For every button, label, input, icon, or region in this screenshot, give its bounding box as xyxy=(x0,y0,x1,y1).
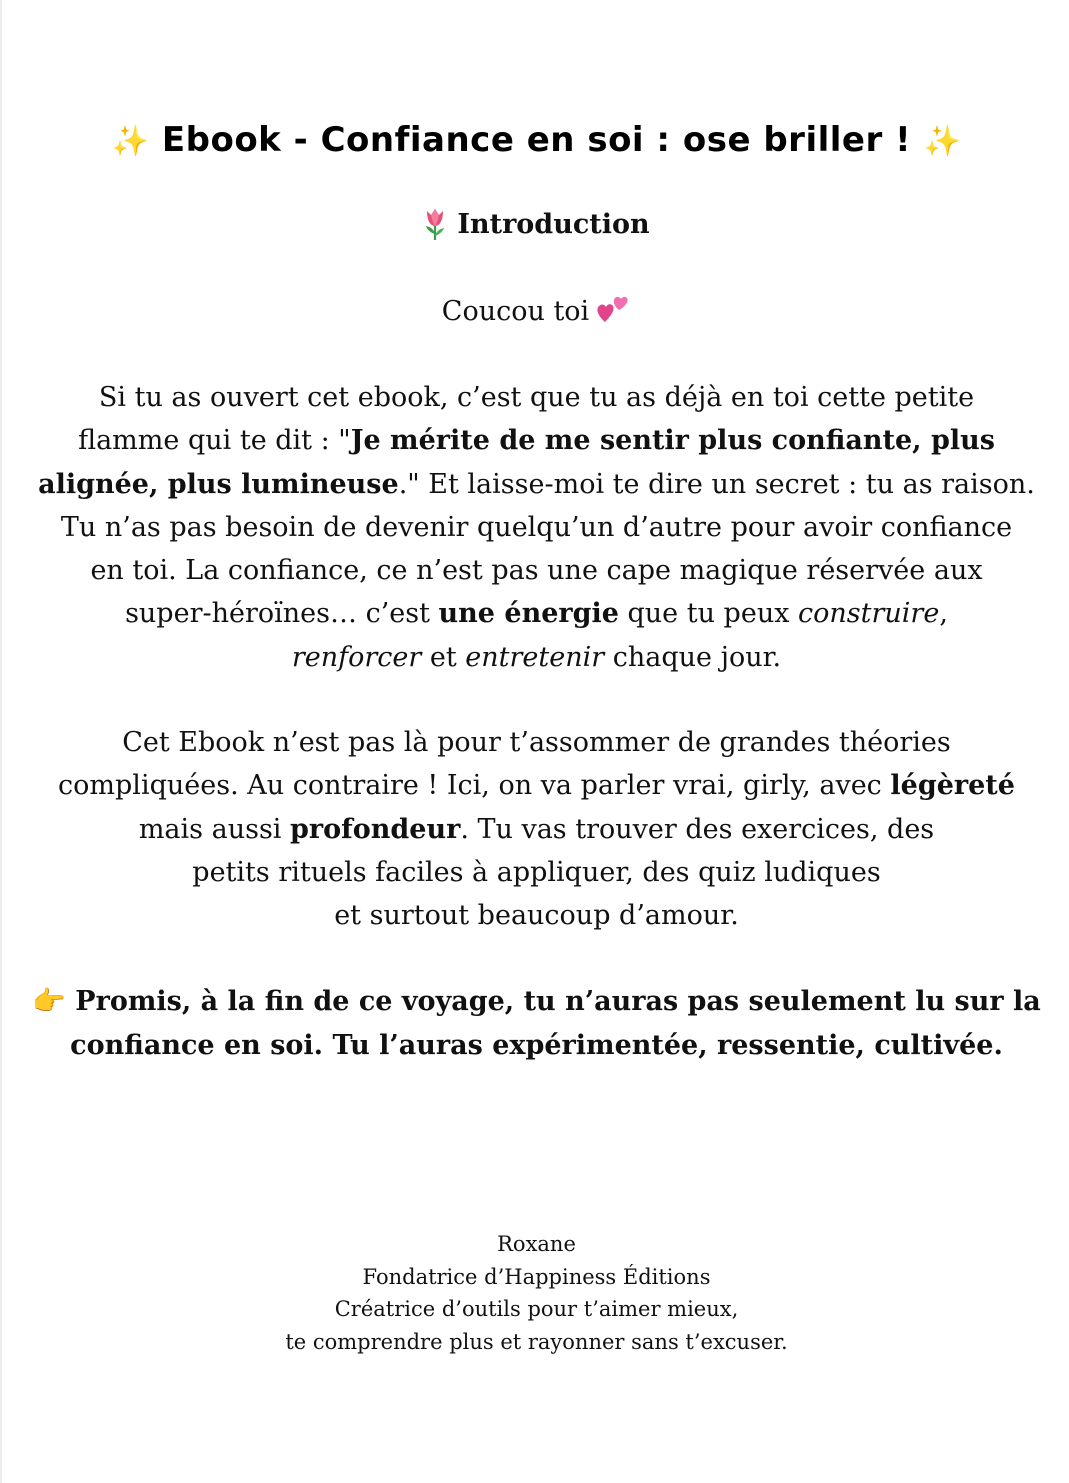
paragraph-line xyxy=(32,764,1041,807)
sparkle-icon: ✨ xyxy=(923,124,962,159)
paragraph-line: Tu n’as pas besoin de devenir quelqu’un d’autre pour avoir confiance xyxy=(60,511,1013,543)
text-run: compliquées. Au contraire ! Ici, on va parler vrai, girly, avec xyxy=(58,770,891,802)
paragraph-line xyxy=(32,592,1041,635)
text-run: et xyxy=(421,641,466,673)
paragraph-line: petits rituels faciles à appliquer, des quiz ludiques xyxy=(192,856,881,888)
ebook-title xyxy=(2,112,1069,170)
text-run: chaque jour. xyxy=(604,641,782,673)
text-run: , xyxy=(939,598,948,630)
introduction-heading-text: Introduction xyxy=(457,209,650,240)
text-run: ." Et laisse-moi te dire un secret : tu as raison. xyxy=(398,468,1035,500)
promise-text: Promis, à la fin de ce voyage, tu n’auras pas seulement lu sur la xyxy=(75,986,1041,1017)
promise-callout xyxy=(32,980,1041,1068)
greeting-text: Coucou toi xyxy=(441,296,590,327)
text-run: mais aussi xyxy=(138,813,291,845)
promise-line xyxy=(32,980,1041,1024)
paragraph-line xyxy=(32,419,1041,462)
tulip-icon xyxy=(423,205,447,241)
intro-paragraph-2 xyxy=(32,721,1041,937)
pointing-hand-icon: 👉 xyxy=(32,986,66,1017)
paragraph-line: et surtout beaucoup d’amour. xyxy=(334,900,739,932)
ebook-title-text: Ebook - Confiance en soi : ose briller ! xyxy=(161,120,912,160)
greeting xyxy=(2,290,1069,334)
paragraph-line xyxy=(32,463,1041,506)
bold-quote: Je mérite de me sentir plus confiante, plus xyxy=(350,425,995,457)
introduction-heading xyxy=(2,203,1069,247)
text-run: . Tu vas trouver des exercices, des xyxy=(460,813,935,845)
two-hearts-icon xyxy=(595,292,631,328)
bold-emphasis: profondeur xyxy=(290,813,461,845)
author-signature xyxy=(2,1228,1069,1358)
paragraph-line: en toi. La confiance, ce n’est pas une cape magique réservée aux xyxy=(90,555,983,587)
author-role: Fondatrice d’Happiness Éditions xyxy=(362,1264,711,1289)
promise-line: confiance en soi. Tu l’auras expérimentée, ressentie, cultivée. xyxy=(70,1030,1003,1061)
italic-emphasis: renforcer xyxy=(291,641,422,673)
paragraph-line: Cet Ebook n’est pas là pour t’assommer de grandes théories xyxy=(122,727,951,758)
italic-emphasis: construire xyxy=(798,598,940,630)
paragraph-line xyxy=(32,808,1041,851)
text-run: que tu peux xyxy=(618,598,799,630)
author-tagline: te comprendre plus et rayonner sans t’excuser. xyxy=(285,1329,788,1354)
bold-emphasis: une énergie xyxy=(438,598,619,630)
text-run: flamme qui te dit : " xyxy=(78,425,351,457)
author-name: Roxane xyxy=(497,1232,576,1256)
sparkle-icon: ✨ xyxy=(111,124,150,159)
paragraph-line xyxy=(32,636,1041,679)
author-tagline: Créatrice d’outils pour t’aimer mieux, xyxy=(334,1297,739,1321)
intro-paragraph-1 xyxy=(32,376,1041,679)
text-run: super-héroïnes… c’est xyxy=(125,598,439,630)
bold-emphasis: légèreté xyxy=(890,770,1015,802)
bold-quote: alignée, plus lumineuse xyxy=(38,468,399,500)
italic-emphasis: entretenir xyxy=(465,641,605,673)
paragraph-line: Si tu as ouvert cet ebook, c’est que tu as déjà en toi cette petite xyxy=(98,382,975,413)
